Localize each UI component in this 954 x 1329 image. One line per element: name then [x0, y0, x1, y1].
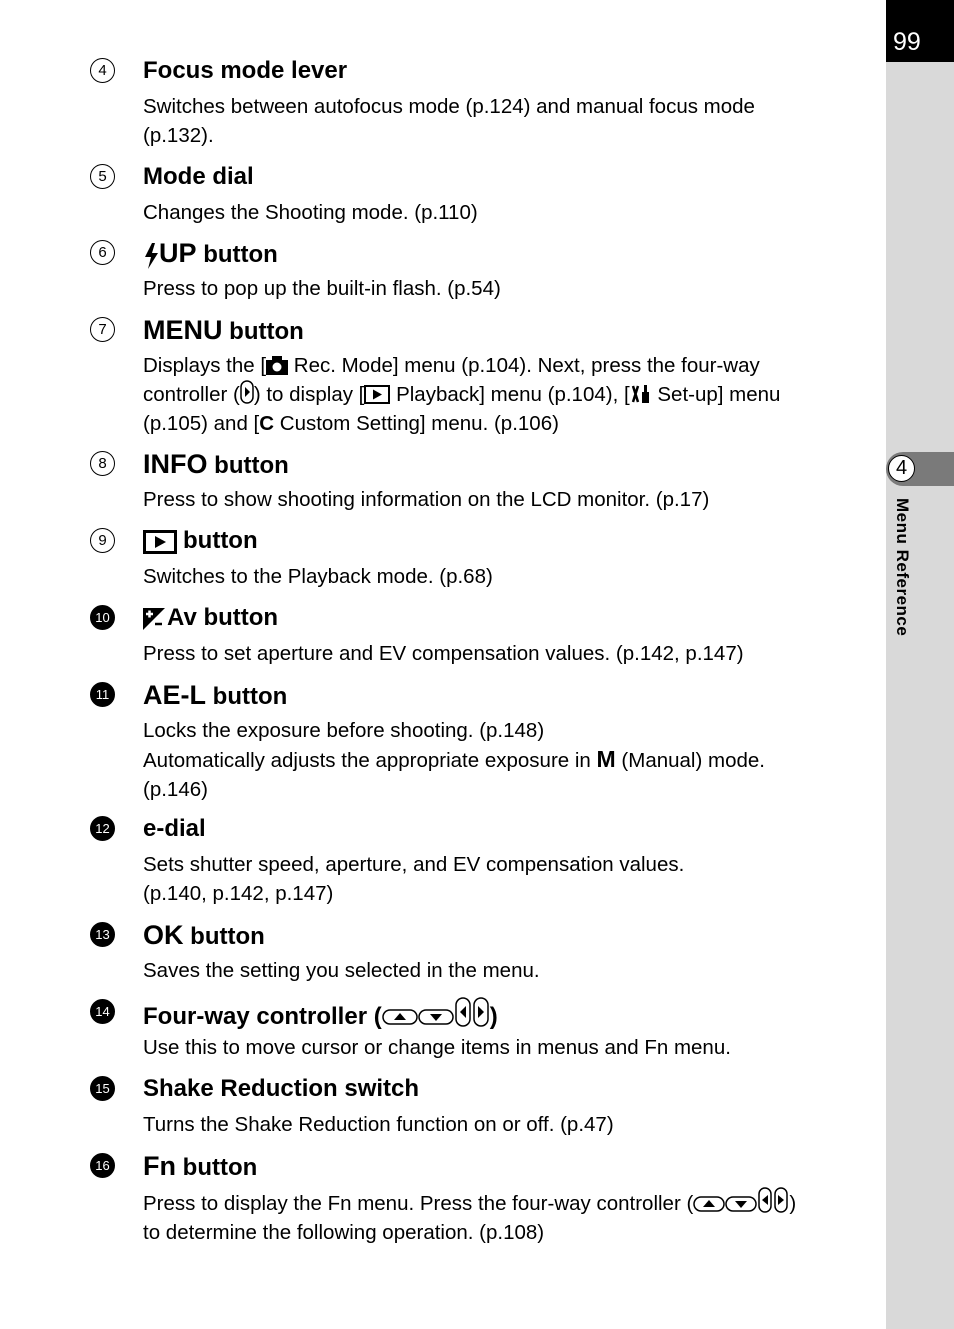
desc-line: Press to show shooting information on the LCD monitor. (p.17) [143, 488, 710, 511]
text: Automatically adjusts the appropriate exposure in [143, 749, 597, 772]
entry-title: Mode dial [143, 163, 254, 190]
text: ) [789, 1192, 797, 1215]
four-way-down-icon [725, 1195, 757, 1213]
item-number: 8 [90, 451, 115, 476]
entry-title-text: Four-way controller ( [143, 1003, 382, 1030]
entry-title [143, 315, 304, 347]
four-way-right-icon [773, 1187, 789, 1213]
manual-mode-symbol: M [596, 746, 616, 772]
text: Custom Setting] menu. (p.106) [274, 412, 559, 435]
entry-title-text: button [212, 683, 288, 710]
entry-symbol: UP [159, 238, 197, 268]
desc-line: Switches between autofocus mode (p.124) and manual focus mode [143, 95, 755, 118]
item-number: 15 [90, 1076, 115, 1101]
entry-title [143, 238, 278, 270]
item-number: 10 [90, 605, 115, 630]
item-number: 11 [90, 682, 115, 707]
item-number: 4 [90, 58, 115, 83]
four-way-right-icon [240, 380, 254, 404]
entry-title [143, 920, 265, 952]
playback-icon [364, 385, 390, 404]
entry-title: Focus mode lever [143, 57, 348, 84]
desc-line [143, 1187, 878, 1218]
entry-description [143, 274, 873, 303]
four-way-right-icon [472, 997, 490, 1027]
entry-description [143, 850, 873, 908]
entry-symbol: OK [143, 920, 184, 950]
entry-description [143, 716, 873, 804]
entry-symbol: MENU [143, 315, 223, 345]
four-way-left-icon [757, 1187, 773, 1213]
entry-symbol: AE-L [143, 680, 206, 710]
entry-title [143, 449, 289, 481]
entry-description [143, 351, 873, 438]
desc-line: Use this to move cursor or change items in menus and Fn menu. [143, 1036, 731, 1059]
item-number: 14 [90, 999, 115, 1024]
page-number: 99 [893, 28, 921, 56]
desc-line: (p.146) [143, 778, 208, 801]
text: ) to display [ [253, 383, 365, 406]
item-number: 13 [90, 922, 115, 947]
text: (Manual) mode. [615, 749, 765, 772]
chapter-label: Menu Reference [893, 498, 912, 637]
entry-title-end: ) [489, 1003, 498, 1030]
entry-title [143, 680, 287, 712]
entry-symbol: Fn [143, 1151, 176, 1181]
entry-title: Shake Reduction switch [143, 1075, 420, 1102]
entry-title [143, 997, 498, 1032]
desc-line: Press to set aperture and EV compensation values. (p.142, p.147) [143, 642, 744, 665]
entry-symbol: INFO [143, 449, 208, 479]
four-way-up-icon [382, 1007, 418, 1027]
text: controller ( [143, 383, 240, 406]
text: (p.105) and [ [143, 412, 260, 435]
entry-description [143, 1110, 873, 1139]
entry-title [143, 1151, 257, 1183]
entry-title-text: button [214, 452, 289, 479]
entry-description [143, 639, 873, 668]
entry-description [143, 92, 873, 150]
setup-icon [630, 384, 652, 404]
desc-line: Switches to the Playback mode. (p.68) [143, 565, 493, 588]
custom-setting-symbol: C [259, 412, 275, 435]
desc-line [143, 380, 873, 409]
item-number: 7 [90, 317, 115, 342]
four-way-up-icon [693, 1195, 725, 1213]
desc-line: Turns the Shake Reduction function on or off. (p.47) [143, 1113, 614, 1136]
sidebar [886, 0, 954, 1329]
desc-line: Press to pop up the built-in flash. (p.54) [143, 277, 501, 300]
camera-icon [266, 356, 288, 375]
entry-title-text: button [183, 527, 258, 554]
text: Press to display the Fn menu. Press the four-way controller ( [143, 1192, 694, 1215]
entry-title-text: button [182, 1154, 258, 1181]
desc-line: to determine the following operation. (p.108) [143, 1221, 545, 1244]
entry-title-text: button [190, 923, 265, 950]
four-way-left-icon [454, 997, 472, 1027]
entry-symbol: Av [167, 604, 197, 631]
item-number: 12 [90, 816, 115, 841]
desc-line [143, 351, 873, 380]
entry-title: e-dial [143, 815, 206, 842]
desc-line: (p.140, p.142, p.147) [143, 882, 334, 905]
entry-title [143, 603, 278, 633]
entry-title-text: button [203, 241, 278, 268]
text: Rec. Mode] menu (p.104). Next, press the four-way [288, 354, 760, 377]
entry-description [143, 562, 873, 591]
entry-description [143, 485, 873, 514]
playback-icon [143, 530, 177, 554]
ev-compensation-icon [143, 608, 165, 630]
item-number: 16 [90, 1153, 115, 1178]
chapter-number: 4 [888, 455, 915, 482]
entry-description [143, 1187, 878, 1247]
desc-line: (p.132). [143, 124, 214, 147]
desc-line: Locks the exposure before shooting. (p.148) [143, 719, 545, 742]
item-number: 6 [90, 240, 115, 265]
item-number: 9 [90, 528, 115, 553]
desc-line [143, 745, 873, 775]
entry-title-text: button [203, 604, 279, 631]
text: Set-up] menu [651, 383, 781, 406]
entry-description [143, 1033, 873, 1062]
entry-title-text: button [229, 318, 304, 345]
entry-title [143, 526, 258, 556]
item-number: 5 [90, 164, 115, 189]
desc-line: Changes the Shooting mode. (p.110) [143, 201, 478, 224]
text: Displays the [ [143, 354, 267, 377]
desc-line [143, 409, 873, 438]
four-way-down-icon [418, 1007, 454, 1027]
entry-description [143, 956, 873, 985]
desc-line: Saves the setting you selected in the menu. [143, 959, 540, 982]
flash-icon [143, 243, 159, 269]
text: Playback] menu (p.104), [ [390, 383, 630, 406]
entry-description [143, 198, 873, 227]
desc-line: Sets shutter speed, aperture, and EV compensation values. [143, 853, 685, 876]
